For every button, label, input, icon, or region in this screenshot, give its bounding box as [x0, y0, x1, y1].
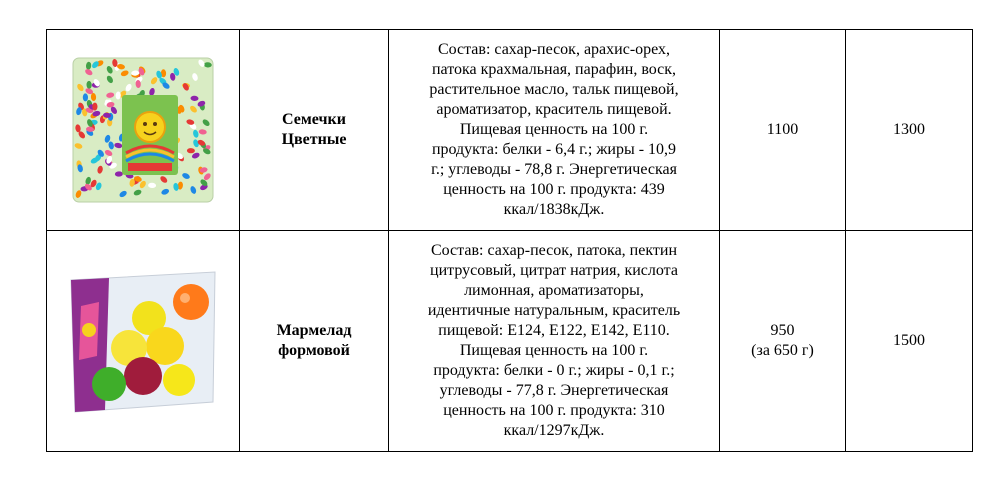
seed-dot — [92, 103, 97, 111]
price-1-value: 1100 — [766, 121, 799, 138]
product-image-cell — [47, 30, 240, 231]
product-description — [389, 30, 720, 231]
table-row — [47, 231, 973, 452]
price-1-note: (за 650 г) — [751, 342, 814, 359]
product-name-line: Мармелад — [276, 322, 352, 339]
description-line: патока крахмальная, парафин, воск, — [431, 61, 677, 78]
description-line: ценность на 100 г. продукта: 310 — [443, 402, 665, 419]
product-image-cell — [47, 231, 240, 452]
products-table — [46, 29, 973, 452]
description-line: ккал/1838кДж. — [503, 201, 605, 218]
product-name-line: Семечки — [282, 111, 346, 128]
product-name — [240, 231, 389, 452]
product-name — [240, 30, 389, 231]
description-line: Пищевая ценность на 100 г. — [459, 342, 649, 359]
description-line: ценность на 100 г. продукта: 439 — [443, 181, 665, 198]
colored-seeds-package-icon — [70, 55, 216, 205]
description-line: продукта: белки - 6,4 г.; жиры - 10,9 — [431, 141, 677, 158]
description-line: Состав: сахар-песок, арахис-орех, — [437, 41, 671, 58]
product-description — [389, 231, 720, 452]
description-line: углеводы - 77,8 г. Энергетическая — [439, 382, 669, 399]
description-line: продукта: белки - 0 г.; жиры - 0,1 г.; — [433, 362, 675, 379]
price-1-value: 950 — [770, 322, 795, 339]
price-2: 1300 — [846, 30, 973, 231]
description-line: пищевой: Е124, Е122, Е142, Е110. — [438, 322, 670, 339]
price-1 — [720, 231, 846, 452]
description-line: ароматизатор, краситель пищевой. — [436, 101, 672, 118]
marmalade-package-icon — [65, 266, 221, 416]
price-1 — [720, 30, 846, 231]
description-line: цитрусовый, цитрат натрия, кислота — [430, 262, 678, 279]
description-line: лимонная, ароматизаторы, — [464, 282, 644, 299]
description-line: идентичные натуральным, краситель — [427, 302, 681, 319]
description-line: растительное масло, тальк пищевой, — [429, 81, 679, 98]
description-line: г.; углеводы - 78,8 г. Энергетическая — [431, 161, 677, 178]
product-name-line: формовой — [278, 342, 350, 359]
description-line: ккал/1297кДж. — [503, 422, 605, 439]
description-line: Пищевая ценность на 100 г. — [459, 121, 649, 138]
product-name-line: Цветные — [281, 131, 347, 148]
description-line: Состав: сахар-песок, патока, пектин — [430, 242, 678, 259]
table-row — [47, 30, 973, 231]
price-2: 1500 — [846, 231, 973, 452]
